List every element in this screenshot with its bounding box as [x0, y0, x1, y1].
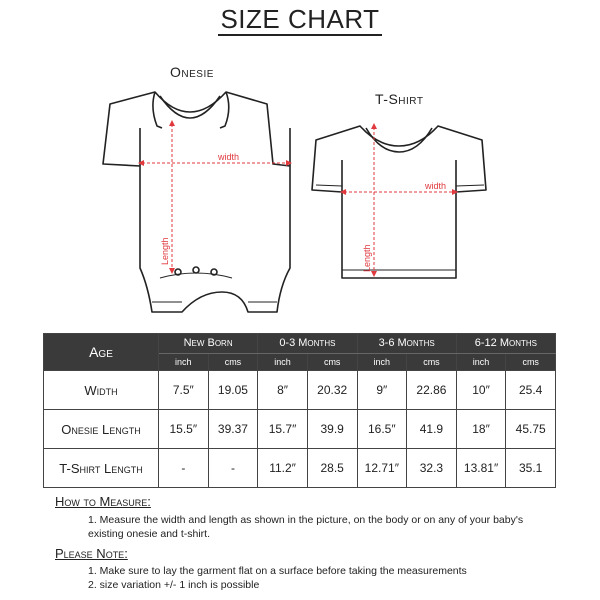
how-to-measure-heading: How to Measure: — [55, 494, 151, 509]
unit-header: cms — [506, 353, 556, 370]
table-cell: - — [159, 449, 209, 488]
onesie-label: Onesie — [170, 64, 214, 80]
row-label: Width — [44, 371, 159, 410]
table-cell: 7.5″ — [159, 371, 209, 410]
unit-header: inch — [258, 353, 308, 370]
table-cell: 22.86 — [407, 371, 457, 410]
unit-header: cms — [407, 353, 457, 370]
table-cell: 9″ — [357, 371, 407, 410]
onesie-width-label: width — [218, 152, 240, 162]
table-cell: 16.5″ — [357, 410, 407, 449]
measure-step-1-cont: existing onesie and t-shirt. — [88, 528, 210, 540]
table-cell: 28.5 — [307, 449, 357, 488]
group-header: 0-3 Months — [258, 334, 357, 354]
tshirt-length-label: Length — [362, 244, 372, 272]
unit-header: inch — [456, 353, 506, 370]
table-cell: 10″ — [456, 371, 506, 410]
onesie-length-label: Length — [160, 237, 170, 265]
table-cell: 20.32 — [307, 371, 357, 410]
unit-header: cms — [307, 353, 357, 370]
table-cell: 32.3 — [407, 449, 457, 488]
table-cell: 25.4 — [506, 371, 556, 410]
table-cell: 15.5″ — [159, 410, 209, 449]
measure-step-1: 1. Measure the width and length as shown in the picture, on the body or on any of your baby's — [88, 514, 524, 526]
unit-header: cms — [208, 353, 258, 370]
tshirt-width-label: width — [425, 181, 447, 191]
table-cell: 45.75 — [506, 410, 556, 449]
tshirt-label: T-Shirt — [375, 91, 424, 107]
table-cell: 39.37 — [208, 410, 258, 449]
size-table — [43, 333, 556, 488]
table-cell: - — [208, 449, 258, 488]
row-label: T-Shirt Length — [44, 449, 159, 488]
table-row — [44, 410, 556, 449]
table-cell: 8″ — [258, 371, 308, 410]
group-header: 6-12 Months — [456, 334, 555, 354]
note-line-2: 2. size variation +/- 1 inch is possible — [88, 579, 260, 591]
row-label: Onesie Length — [44, 410, 159, 449]
table-cell: 13.81″ — [456, 449, 506, 488]
table-cell: 15.7″ — [258, 410, 308, 449]
age-header: Age — [44, 334, 159, 371]
onesie-outline — [103, 92, 290, 312]
note-line-1: 1. Make sure to lay the garment flat on a surface before taking the measurements — [88, 565, 467, 577]
page-title: SIZE CHART — [220, 4, 380, 34]
table-cell: 41.9 — [407, 410, 457, 449]
table-cell: 11.2″ — [258, 449, 308, 488]
table-cell: 12.71″ — [357, 449, 407, 488]
table-cell: 19.05 — [208, 371, 258, 410]
tshirt-outline — [312, 126, 486, 278]
unit-header: inch — [357, 353, 407, 370]
unit-header: inch — [159, 353, 209, 370]
group-header: 3-6 Months — [357, 334, 456, 354]
table-cell: 35.1 — [506, 449, 556, 488]
table-row — [44, 449, 556, 488]
table-row — [44, 371, 556, 410]
table-cell: 39.9 — [307, 410, 357, 449]
table-cell: 18″ — [456, 410, 506, 449]
group-header: New Born — [159, 334, 258, 354]
please-note-heading: Please Note: — [55, 546, 128, 561]
